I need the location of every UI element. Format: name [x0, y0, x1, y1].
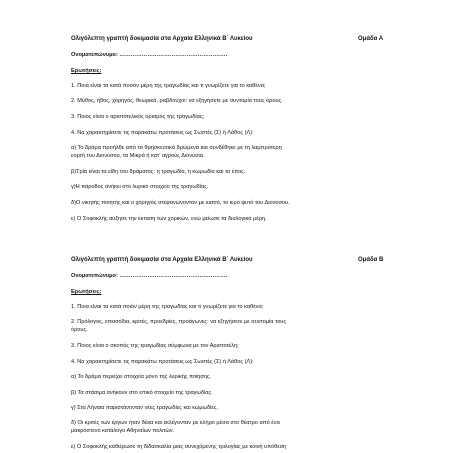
- question-line: 4. Να χαρακτηρίσετε τις παρακάτω προτάσεις ως Σωστές (Σ) ή Λάθος (Λ):: [71, 359, 254, 365]
- quiz-title: Ολιγόλεπτη γραπτή δοκιμασία στα Αρχαία Ελληνικά Β΄ Λυκείου: [71, 257, 253, 263]
- statement-line: δ)Ο νικητής ποιητής και ο χορηγός στεφανώνονταν με κισσό, το ιερό φυτό του Διονύσου.: [71, 200, 290, 206]
- name-field-label: Ονοματεπώνυμο: ………………………………………………….: [71, 273, 228, 279]
- question-line: 2. Μύθος, ήθος, χορηγός, θεωρικά, ραβδούχοι: να εξηγήσετε με συντομία τους όρους.: [71, 98, 283, 104]
- questions-heading: Ερωτήσεις:: [71, 68, 102, 74]
- quiz-title: Ολιγόλεπτη γραπτή δοκιμασία στα Αρχαία Ελληνικά Β΄ Λυκείου: [71, 36, 253, 42]
- question-line: 3. Ποιος είναι ο αριστοτελικός ορισμός της τραγωδίας;: [71, 114, 205, 120]
- question-line: 2. Πρόλογος, επεισόδια, κριτές, προεδρίες, προάγωνες: να εξηγήσετε με συντομία τους: [71, 319, 287, 325]
- group-label: Ομάδα Β: [358, 257, 384, 263]
- questions-heading: Ερωτήσεις:: [71, 289, 102, 295]
- question-line: όρους.: [71, 327, 88, 333]
- statement-line: α) Το δράμα προήλθε από τα θρησκευτικά δρώμενα και συνδέθηκε με τη λαμπρότερη: [71, 145, 282, 151]
- question-line: 1. Ποια είναι τα κατά ποσόν μέρη της τραγωδίας και τι γνωρίζετε για το καθένα;: [71, 83, 266, 89]
- statement-line: δ) Οι κριτές των έργων ήταν δέκα και εκλέγονταν με κλήρο μέσα στο θέατρο από ένα: [71, 420, 280, 426]
- statement-line: γ)Η πάροδος ανήκει στο λυρικό στοιχείο της τραγωδίας.: [71, 184, 209, 190]
- statement-line: β) Τα στάσιμα ανήκουν στο επικό στοιχείο της τραγωδίας.: [71, 390, 213, 396]
- statement-line: ε) Ο Σοφοκλής καθιέρωσε τη διδασκαλία μιας συνεχόμενης τριλογίας με κοινή υπόθεση: [71, 444, 287, 450]
- statement-line: μακρόστενο κατάλογο Αθηναίων πολιτών.: [71, 428, 175, 434]
- question-line: 4. Να χαρακτηρίσετε τις παρακάτω προτάσεις ως Σωστές (Σ) ή Λάθος (Λ):: [71, 130, 254, 136]
- question-line: 1. Ποια είναι τα κατά ποιόν μέρη της τραγωδίας και τι γνωρίζετε για το καθένα;: [71, 304, 264, 310]
- statement-line: α) Το δράμα περιέχει στοιχεία μόνο της λυρικής ποίησης.: [71, 374, 212, 380]
- question-line: 3. Ποιος είναι ο σκοπός της τραγωδίας σύμφωνα με τον Αριστοτέλη;: [71, 343, 239, 349]
- group-label: Ομάδα Α: [358, 36, 384, 42]
- statement-line: ε) Ο Σοφοκλής αύξησε την έκταση των χορικών, ενώ μείωσε τα διαλογικά μέρη.: [71, 216, 267, 222]
- statement-line: γ) Στα Λήναια παριστάνονταν νέες τραγωδίες και κωμωδίες.: [71, 405, 219, 411]
- statement-line: β)Τρία είναι τα είδη του δράματος: η τραγωδία, η κωμωδία και το έπος.: [71, 169, 246, 175]
- statement-line: εορτή του Διονύσου, τα Μικρά ή κατ’ αγρούς Διονύσια.: [71, 153, 205, 159]
- name-field-label: Ονοματεπώνυμο: ………………………………………………….: [71, 52, 228, 58]
